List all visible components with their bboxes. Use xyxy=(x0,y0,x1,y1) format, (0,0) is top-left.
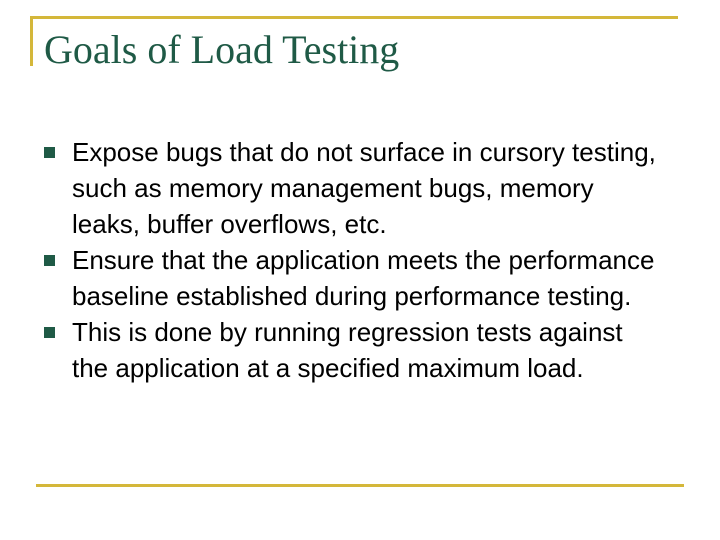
bullet-text: Ensure that the application meets the performance baseline established during performance testing. xyxy=(72,245,655,311)
bullet-item xyxy=(44,134,664,242)
bullet-text: Expose bugs that do not surface in cursory testing, such as memory management bugs, memory leaks, buffer overflows, etc. xyxy=(72,137,656,239)
bullet-text: This is done by running regression tests against the application at a specified maximum load. xyxy=(72,317,623,383)
bullet-item xyxy=(44,242,664,314)
slide-title: Goals of Load Testing xyxy=(44,27,400,72)
bullet-list xyxy=(44,134,664,386)
bullet-item xyxy=(44,314,664,386)
frame-bottom-line xyxy=(36,484,684,487)
frame-left-line xyxy=(30,16,33,66)
frame-top-line xyxy=(30,16,678,19)
square-bullet-icon xyxy=(44,255,55,266)
square-bullet-icon xyxy=(44,147,55,158)
square-bullet-icon xyxy=(44,327,55,338)
